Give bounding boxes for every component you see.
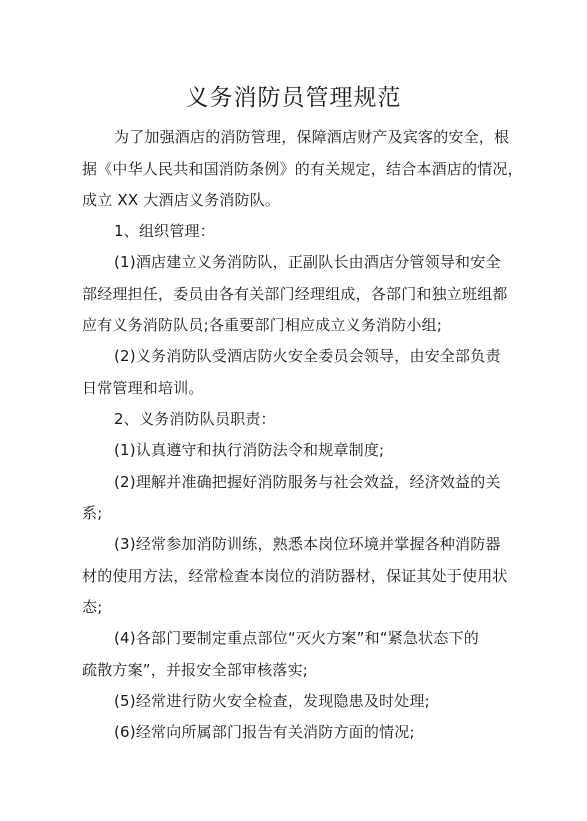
paragraph-line: 态; bbox=[82, 598, 103, 616]
paragraph-line: 据《中华人民共和国消防条例》的有关规定，结合本酒店的情况， bbox=[82, 160, 523, 178]
paragraph-line: (4)各部门要制定重点部位“灭火方案”和“紧急状态下的 bbox=[114, 629, 479, 647]
section-heading: 2、义务消防队员职责： bbox=[114, 410, 276, 428]
paragraph-line: 系; bbox=[82, 504, 103, 522]
paragraph-line: 应有义务消防队员;各重要部门相应成立义务消防小组; bbox=[82, 316, 443, 334]
paragraph-line: (6)经常向所属部门报告有关消防方面的情况; bbox=[114, 723, 415, 741]
document-title: 义务消防员管理规范 bbox=[185, 85, 402, 111]
section-heading: 1、组织管理： bbox=[114, 222, 215, 240]
paragraph-line: 部经理担任，委员由各有关部门经理组成，各部门和独立班组都 bbox=[82, 285, 508, 303]
paragraph-line: 日常管理和培训。 bbox=[82, 379, 204, 397]
paragraph-line: (5)经常进行防火安全检查，发现隐患及时处理; bbox=[114, 692, 430, 710]
paragraph-line: 材的使用方法，经常检查本岗位的消防器材，保证其处于使用状 bbox=[82, 567, 508, 585]
paragraph-line: 成立 XX 大酒店义务消防队。 bbox=[82, 191, 281, 209]
paragraph-line: 疏散方案”，并报安全部审核落实; bbox=[82, 661, 309, 679]
paragraph-line: (2)义务消防队受酒店防火安全委员会领导，由安全部负责 bbox=[114, 347, 501, 365]
paragraph-line: (3)经常参加消防训练，熟悉本岗位环境并掌握各种消防器 bbox=[114, 535, 501, 553]
paragraph-line: (1)认真遵守和执行消防法令和规章制度; bbox=[114, 441, 385, 459]
paragraph-line: (2)理解并准确把握好消防服务与社会效益，经济效益的关 bbox=[114, 473, 501, 491]
paragraph-line: (1)酒店建立义务消防队，正副队长由酒店分管领导和安全 bbox=[114, 253, 501, 271]
paragraph-line: 为了加强酒店的消防管理，保障酒店财产及宾客的安全，根 bbox=[114, 128, 510, 146]
